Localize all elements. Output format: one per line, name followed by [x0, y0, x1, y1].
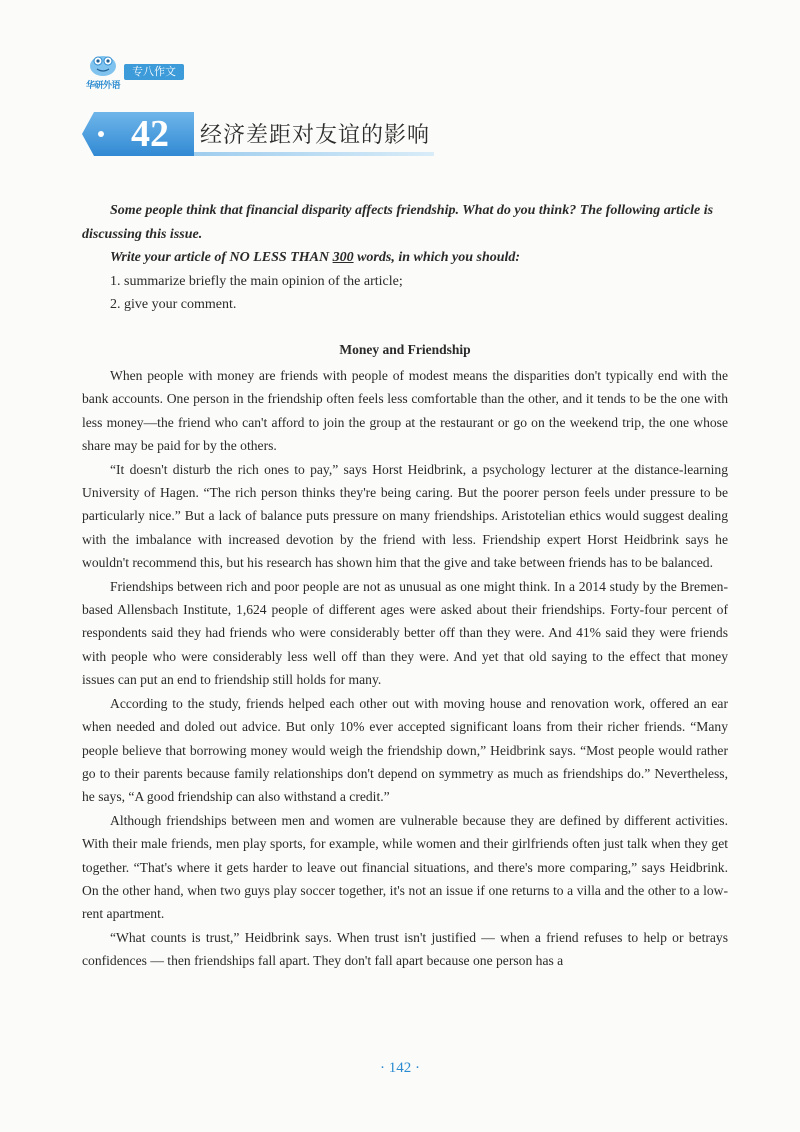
article-paragraph: Although friendships between men and women are vulnerable because they are defined by different activities. With their male friends, men play sports, for example, while women and their girlfriends often just talk when they get together. “That's where it gets harder to leave out financial situations, and there's more comparing,” says Heidbrink. On the other hand, when two guys play soccer together, it's not an issue if one returns to a villa and the other to a low-rent apartment. — [82, 812, 728, 922]
prompt-instruction — [82, 246, 728, 270]
prompt-intro: Some people think that financial disparity affects friendship. What do you think? The following article is discussing this issue. — [82, 203, 714, 242]
prompt-item-1: 1. summarize briefly the main opinion of the article; — [110, 273, 403, 289]
bullet-dot-icon — [98, 131, 104, 137]
word-count: 300 — [332, 250, 354, 265]
article-paragraph: “What counts is trust,” Heidbrink says. When trust isn't justified — when a friend refuses to help or betrays confidences — then friendships fall apart. They don't fall apart because one person has a — [82, 929, 728, 969]
prompt-item-2: 2. give your comment. — [110, 297, 237, 312]
chapter-heading — [82, 112, 442, 158]
logo-text: 华研外语 — [85, 81, 120, 91]
title-underline — [194, 152, 434, 156]
article-paragraph: Friendships between rich and poor people are not as unusual as one might think. In a 2014 study by the Bremen-based Allensbach Institute, 1,624 people of different ages were asked about their friendships. Forty-four percent of respondents said they had friends who were considerably better off than they were. And 41% said they were friends with people who were considerably less well off than they were. And yet that old saying to the effect that money issues can put an end to friendship still holds for many. — [82, 578, 728, 688]
article-paragraph: When people with money are friends with people of modest means the disparities don't typically end with the bank accounts. One person in the friendship often feels less comfortable than the other, and it tends to be the one with less money—the friend who can't afford to join the group at the restaurant or go on the weekend trip, the one whose share may be paid for by the others. — [82, 368, 728, 454]
article-title: Money and Friendship — [339, 342, 471, 357]
page-number: · 142 · — [380, 1060, 420, 1076]
chapter-number: 42 — [131, 113, 169, 155]
chapter-title: 经济差距对友谊的影响 — [200, 123, 431, 148]
writing-prompt — [82, 199, 728, 317]
article-paragraph: “It doesn't disturb the rich ones to pay,” says Horst Heidbrink, a psychology lecturer at the distance-learning University of Hagen. “The rich person thinks they're being caring. But the poorer person feels under pressure to be particularly nice.” But a lack of balance puts pressure on many friendships. Aristotelian ethics would suggest dealing with the imbalance with increased devotion by the friend with less. Friendship expert Horst Heidbrink says he wouldn't recommend this, but his research has shown him that the give and take between friends has to be balanced. — [82, 461, 728, 571]
series-tag: 专八作文 — [124, 64, 184, 80]
prompt-instruction-pre: Write your article of NO LESS THAN — [110, 250, 333, 265]
article-body — [82, 364, 728, 973]
prompt-instruction-post: words, in which you should: — [353, 250, 521, 265]
article-paragraph: According to the study, friends helped each other out with moving house and renovation work, offered an ear when needed and doled out advice. But only 10% ever accepted significant loans from their richer friends. “Many people believe that borrowing money would weigh the friendship down,” Heidbrink says. “Most people would rather go to their parents because family relationships don't depend on symmetry as much as friendships do.” Nevertheless, he says, “A good friendship can also withstand a credit.” — [82, 695, 728, 805]
